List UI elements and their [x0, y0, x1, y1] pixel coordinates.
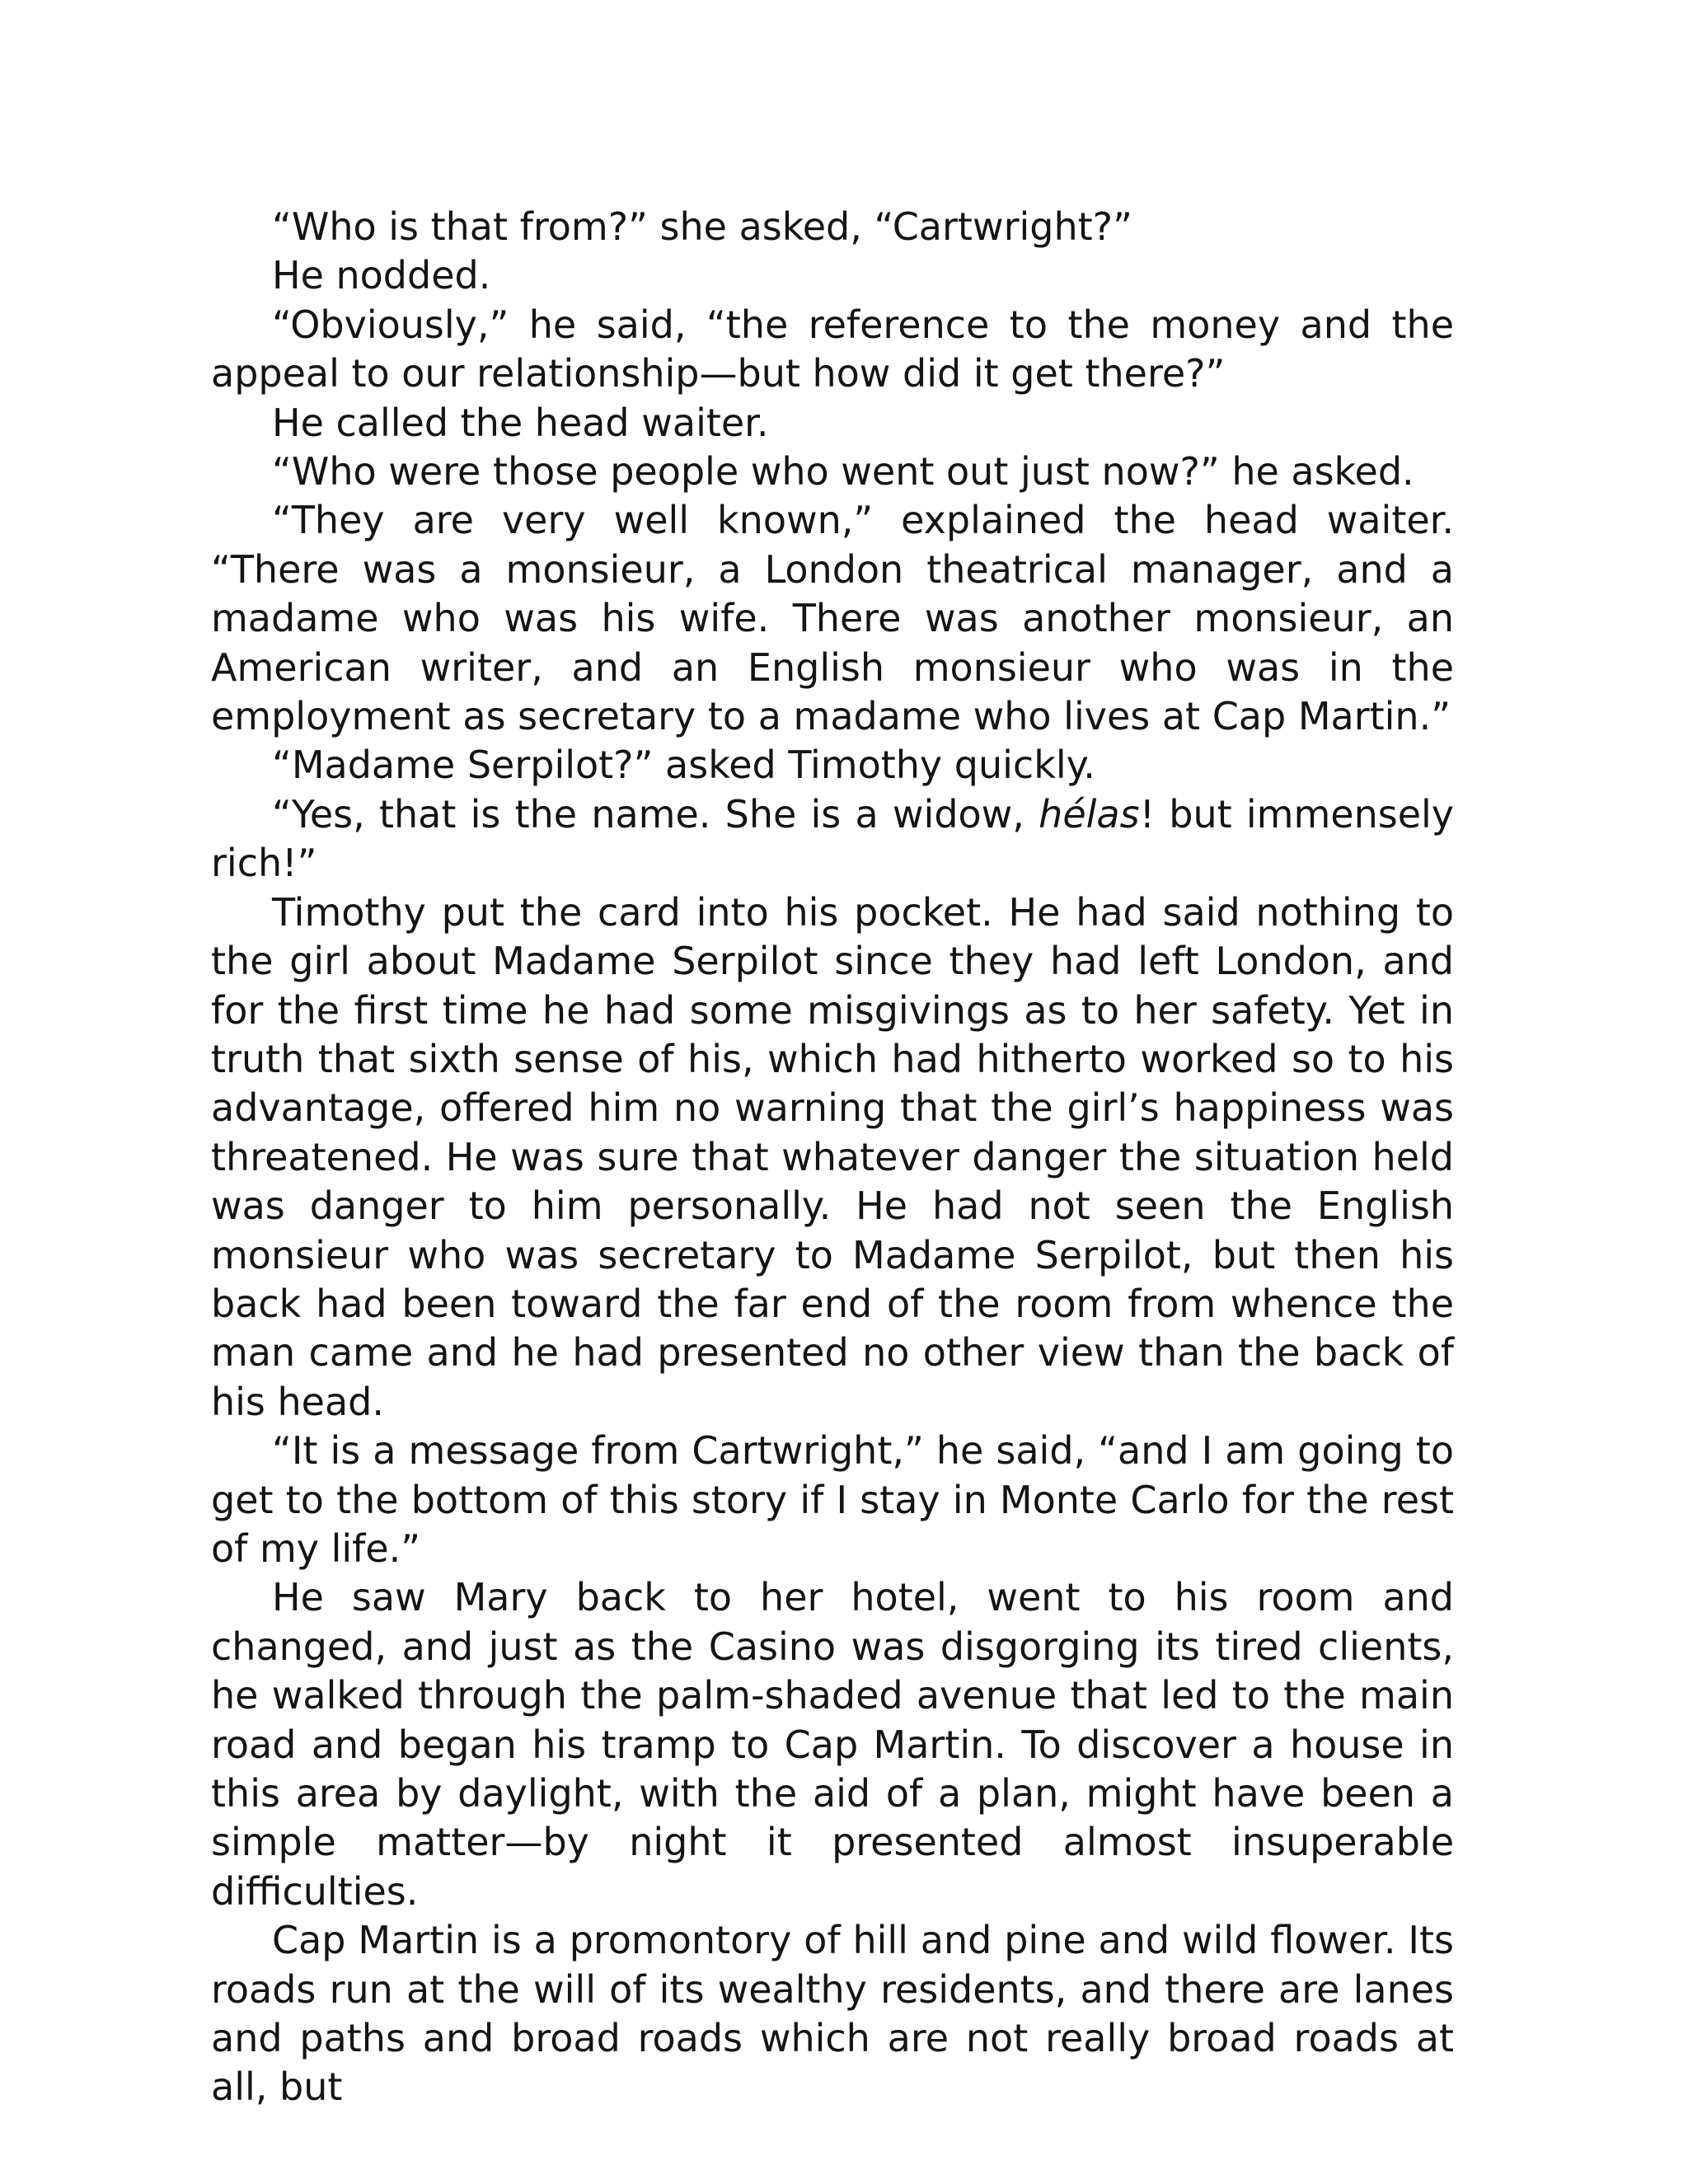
paragraph-12: Cap Martin is a promontory of hill and pine and wild flower. Its roads run at the will of its wealthy residents, and there are lanes and paths and broad roads which are not really broad roads at all, but	[211, 1918, 1454, 2110]
paragraph-2: He nodded.	[272, 253, 491, 298]
book-page	[211, 203, 1454, 2112]
paragraph-6: “They are very well known,” explained the head waiter. “There was a monsieur, a London theatrical manager, and a madame who was his wife. There was another monsieur, an American writer, and an English monsieur who was in the employment as secretary to a madame who lives at Cap Martin.”	[211, 498, 1454, 739]
paragraph-9: Timothy put the card into his pocket. He had said nothing to the girl about Madame Serpilot since they had left London, and for the first time he had some misgivings as to her safety. Yet in truth that sixth sense of his, which had hitherto worked so to his advantage, offered him no warning that the girl’s happiness was threatened. He was sure that whatever danger the situation held was danger to him personally. He had not seen the English monsieur who was secretary to Madame Serpilot, but then his back had been toward the far end of the room from whence the man came and he had presented no other view than the back of his head.	[211, 889, 1454, 1424]
paragraph-3: “Obviously,” he said, “the reference to the money and the appeal to our relationship—but how did it get there?”	[211, 302, 1454, 396]
paragraph-10: “It is a message from Cartwright,” he said, “and I am going to get to the bottom of this story if I stay in Monte Carlo for the rest of my life.”	[211, 1428, 1454, 1571]
paragraph-8	[211, 790, 1454, 888]
paragraph-8-before: “Yes, that is the name. She is a widow,	[272, 791, 1039, 837]
paragraph-5: “Who were those people who went out just now?” he asked.	[272, 449, 1414, 494]
paragraph-1: “Who is that from?” she asked, “Cartwright?”	[272, 204, 1132, 249]
paragraph-4: He called the head waiter.	[272, 400, 769, 445]
paragraph-8-after: ! but immensely rich!”	[211, 791, 1454, 886]
paragraph-7: “Madame Serpilot?” asked Timothy quickly.	[272, 743, 1095, 788]
paragraph-11: He saw Mary back to her hotel, went to his room and changed, and just as the Casino was disgorging its tired clients, he walked through the palm-shaded avenue that led to the main road and began his tramp to Cap Martin. To discover a house in this area by daylight, with the aid of a plan, might have been a simple matter—by night it presented almost insuperable difficulties.	[211, 1575, 1454, 1914]
paragraph-8-italic-word: hélas	[1039, 791, 1140, 837]
